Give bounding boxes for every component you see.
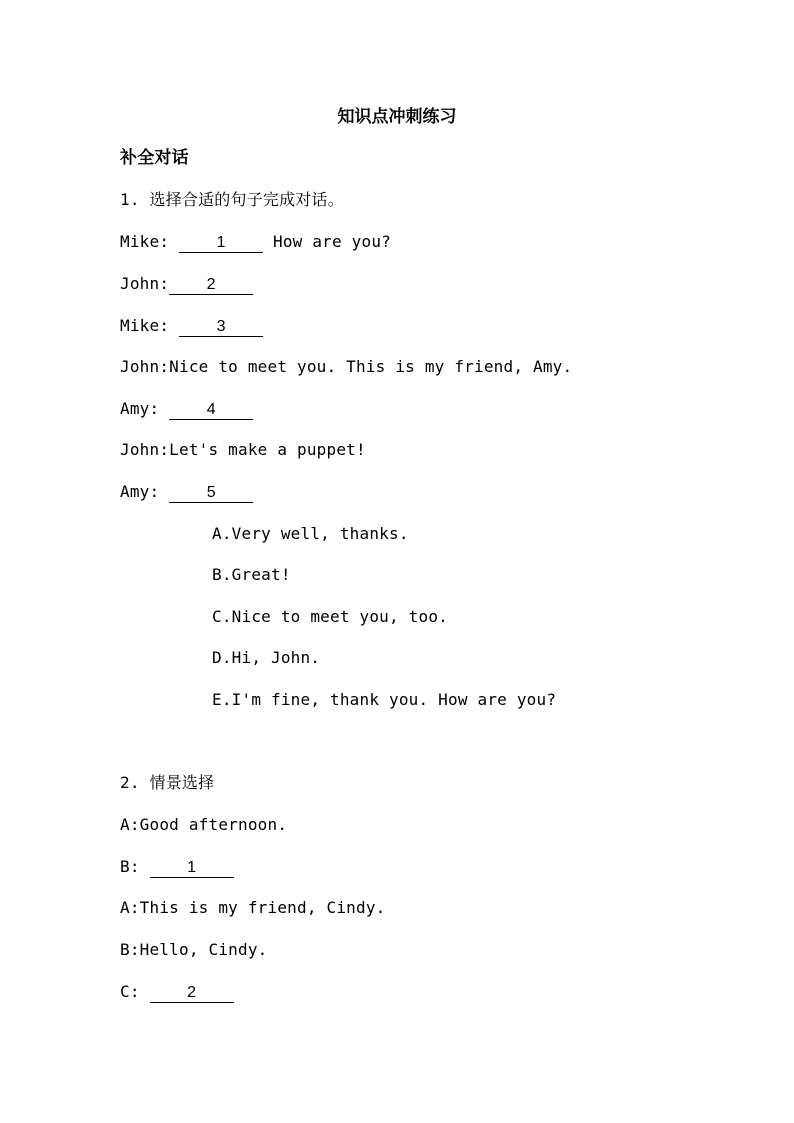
q2-line-5 — [120, 980, 234, 1004]
q2-line-2 — [120, 855, 234, 879]
line-text: Hello, Cindy. — [139, 940, 268, 959]
speaker: A: — [120, 898, 140, 917]
section-heading: 补全对话 — [120, 148, 189, 168]
line-text: Good afternoon. — [139, 815, 288, 834]
answer-blank-2[interactable]: 2 — [150, 982, 234, 1003]
option-c: C.Nice to meet you, too. — [212, 607, 448, 626]
page-title: 知识点冲刺练习 — [337, 107, 457, 127]
q2-line-3 — [120, 896, 386, 920]
line-text: How are you? — [273, 232, 392, 251]
option-b: B.Great! — [212, 565, 291, 584]
speaker: B: — [120, 940, 140, 959]
q1-line-5 — [120, 397, 253, 421]
speaker: Amy: — [120, 399, 160, 418]
answer-blank-1[interactable]: 1 — [179, 232, 263, 253]
answer-blank-5[interactable]: 5 — [169, 482, 253, 503]
q1-line-3 — [120, 314, 263, 338]
line-text: Nice to meet you. This is my friend, Amy. — [169, 357, 573, 376]
speaker: John: — [120, 440, 170, 459]
speaker: Amy: — [120, 482, 160, 501]
q1-prompt: 1. 选择合适的句子完成对话。 — [120, 190, 344, 209]
speaker: A: — [120, 815, 140, 834]
speaker: John: — [120, 274, 170, 293]
q1-line-7 — [120, 480, 253, 504]
speaker: B: — [120, 857, 140, 876]
speaker: Mike: — [120, 316, 170, 335]
q1-line-1 — [120, 230, 391, 254]
q2-line-1 — [120, 813, 287, 837]
answer-blank-4[interactable]: 4 — [169, 399, 253, 420]
q1-line-6 — [120, 438, 366, 462]
q2-prompt: 2. 情景选择 — [120, 773, 215, 792]
q1-line-4 — [120, 355, 572, 379]
speaker: John: — [120, 357, 170, 376]
line-text: This is my friend, Cindy. — [139, 898, 386, 917]
q2-line-4 — [120, 938, 268, 962]
q1-line-2 — [120, 272, 253, 296]
speaker: Mike: — [120, 232, 170, 251]
answer-blank-3[interactable]: 3 — [179, 316, 263, 337]
speaker: C: — [120, 982, 140, 1001]
option-e: E.I'm fine, thank you. How are you? — [212, 690, 557, 709]
option-d: D.Hi, John. — [212, 648, 321, 667]
answer-blank-1[interactable]: 1 — [150, 857, 234, 878]
answer-blank-2[interactable]: 2 — [169, 274, 253, 295]
line-text: Let's make a puppet! — [169, 440, 366, 459]
option-a: A.Very well, thanks. — [212, 524, 409, 543]
